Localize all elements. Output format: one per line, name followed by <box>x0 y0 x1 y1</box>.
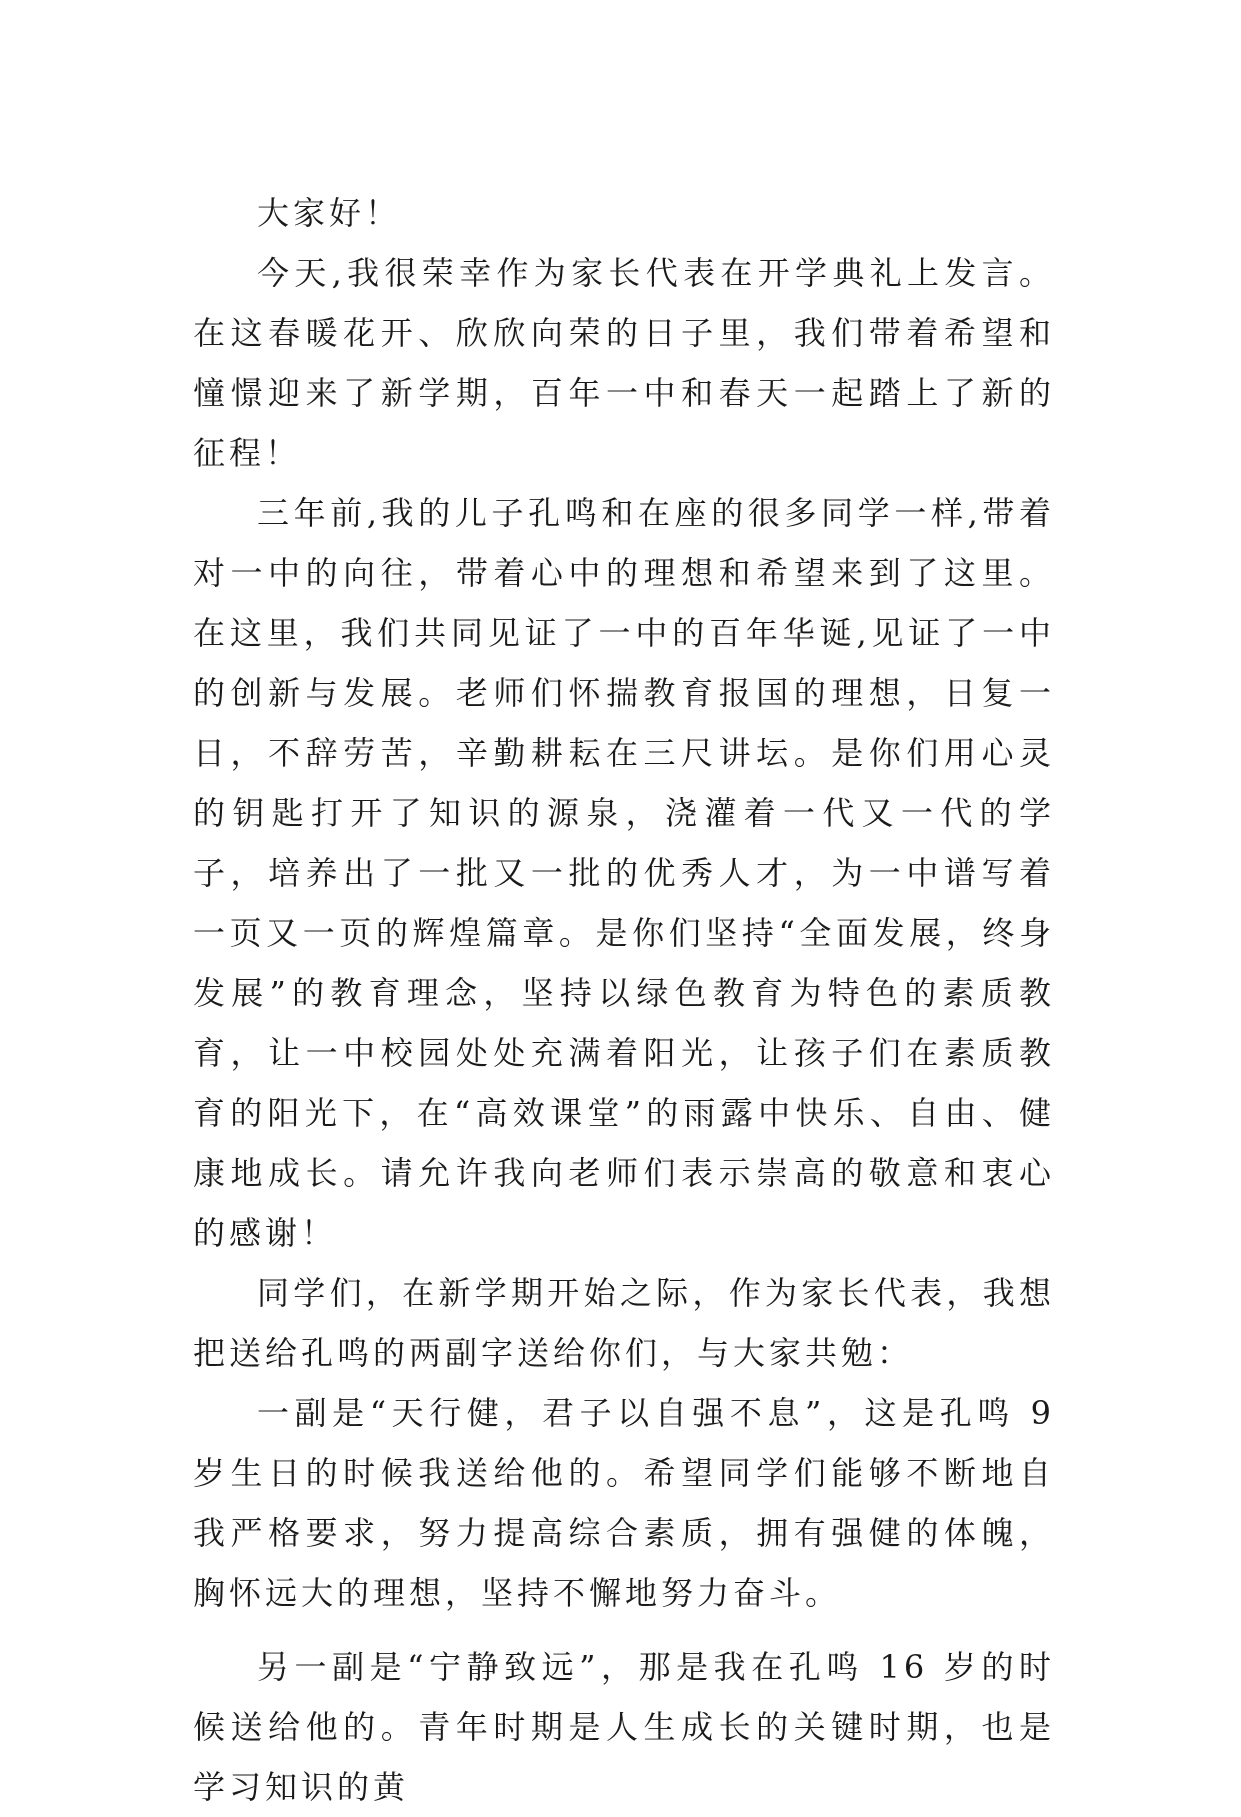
paragraph-tribute: 三年前,我的儿子孔鸣和在座的很多同学一样,带着对一中的向往，带着心中的理想和希望来到了这里。在这里，我们共同见证了一中的百年华诞,见证了一中的创新与发展。老师们怀揣教育报国的理想，日复一日，不辞劳苦，辛勤耕耘在三尺讲坛。是你们用心灵的钥匙打开了知识的源泉，浇灌着一代又一代的学子，培养出了一批又一批的优秀人才，为一中谱写着一页又一页的辉煌篇章。是你们坚持“全面发展，终身发展”的教育理念，坚持以绿色教育为特色的素质教育，让一中校园处处充满着阳光，让孩子们在素质教育的阳光下，在“高效课堂”的雨露中快乐、自由、健康地成长。请允许我向老师们表示崇高的敬意和衷心的感谢！ <box>193 494 1055 1252</box>
paragraph-opening: 今天,我很荣幸作为家长代表在开学典礼上发言。在这春暖花开、欣欣向荣的日子里，我们带着希望和憧憬迎来了新学期，百年一中和春天一起踏上了新的征程！ <box>193 254 1055 472</box>
paragraph-greeting: 大家好！ <box>257 194 402 232</box>
document-body <box>193 183 1055 1817</box>
paragraph-first-motto: 一副是“天行健，君子以自强不息”，这是孔鸣 9 岁生日的时候我送给他的。希望同学们能够不断地自我严格要求，努力提高综合素质，拥有强健的体魄，胸怀远大的理想，坚持不懈地努力奋斗。 <box>193 1394 1055 1612</box>
paragraph-gift-intro: 同学们，在新学期开始之际，作为家长代表，我想把送给孔鸣的两副字送给你们，与大家共勉： <box>193 1274 1055 1372</box>
paragraph-second-motto: 另一副是“宁静致远”，那是我在孔鸣 16 岁的时候送给他的。青年时期是人生成长的关键时期，也是学习知识的黄 <box>193 1648 1055 1806</box>
